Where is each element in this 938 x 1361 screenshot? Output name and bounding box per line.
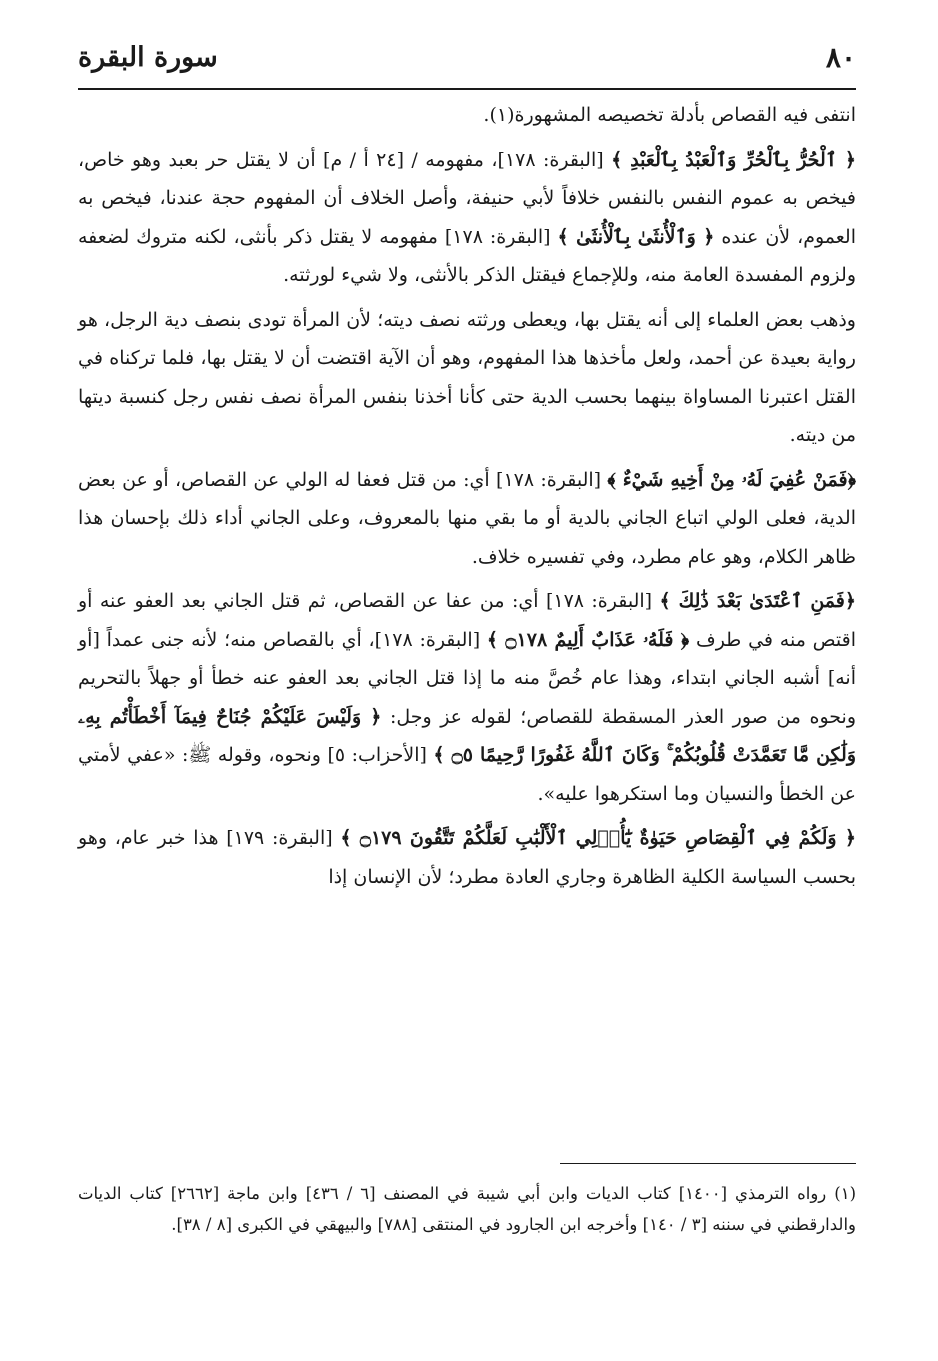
quran-verse: ﴿ وَلَيْسَ عَلَيْكُمْ جُنَاحٌ فِيمَآ أَخْطَأْتُم بِهِۦ وَلَٰكِن مَّا تَعَمَّدَتْ قُلُوبُكُمْ ۚ وَكَانَ ٱللَّهُ غَفُورًا رَّحِيمًا ۝٥ ﴾ [78, 705, 857, 766]
paragraph-6 [78, 819, 856, 896]
paragraph-text: [البقرة: ١٧٨] مفهومه لا يقتل ذكر بأنثى، لكنه متروك لضعفه ولزوم المفسدة العامة منه، وللإجماع فيقتل الذكر بالأنثى، ولا شيء لورثته. [78, 225, 856, 286]
paragraph-text: [الأحزاب: ٥] ونحوه، وقوله ﷺ: «عفي لأمتي عن الخطأ والنسيان وما استكرهوا عليه». [78, 744, 856, 805]
paragraph-text: [البقرة: ١٧٨] أي: من قتل فعفا له الولي عن القصاص، أو عن بعض الدية، فعلى الولي اتباع الجاني بالدية أو ما بقي منها بالمعروف، وعلى الجاني أداء ذلك بإحسان هذا ظاهر الكلام، وهو عام مطرد، وفي تفسيره خلاف. [78, 468, 856, 568]
header-divider [78, 88, 856, 90]
quran-verse: ﴿فَمَنِ ٱعْتَدَىٰ بَعْدَ ذَٰلِكَ ﴾ [659, 590, 856, 612]
paragraph-text: [البقرة: ١٧٨]، أي بالقصاص منه؛ لأنه جنى عمداً [أو أنه] أشبه الجاني ابتداء، وهذا عام خُصَّ منه ما إذا قتل الجاني بعد العفو عنه خطأ أو جهلاً بالتحريم ونحوه من صور العذر المسقطة للقصاص؛ لقوله عز وجل: [78, 628, 857, 728]
quran-verse: ﴿ فَلَهُۥ عَذَابٌ أَلِيمٌ ۝١٧٨ ﴾ [486, 628, 690, 651]
quran-verse: ﴿ وَلَكُمْ فِي ٱلْقِصَاصِ حَيَوٰةٌ يَٰٓأُو۟لِي ٱلْأَلْبَٰبِ لَعَلَّكُمْ تَتَّقُونَ ۝١٧٩ ﴾ [340, 827, 856, 849]
paragraph-text: [البقرة: ١٧٨]، مفهومه / [٢٤ أ / م] أن لا يقتل حر بعبد وهو خاص، فيخص به عموم النفس بالنفس خلافاً لأبي حنيفة، وأصل الخلاف أن المفهوم حجة عندنا، فيخص به العموم، لأن عنده [78, 148, 856, 248]
footnote: (١) رواه الترمذي [١٤٠٠] كتاب الديات وابن أبي شيبة في المصنف [٦ / ٤٣٦] وابن ماجة [٢٦٦٢] كتاب الديات والدارقطني في سننه [٣ / ١٤٠] وأخرجه ابن الجارود في المنتقى [٧٨٨] والبيهقي في الكبرى [٨ / ٣٨]. [78, 1184, 857, 1234]
quran-verse: ﴿ وَٱلْأُنثَىٰ بِٱلْأُنثَىٰ ﴾ [557, 225, 715, 248]
page-number: ٨٠ [825, 40, 856, 74]
paragraph-3 [78, 301, 856, 455]
paragraph-text: انتفى فيه القصاص بأدلة تخصيصه المشهورة(١). [483, 104, 856, 126]
quran-verse: ﴿فَمَنْ عُفِيَ لَهُۥ مِنْ أَخِيهِ شَيْءٌ ﴾ [607, 468, 857, 491]
page-header [78, 30, 856, 84]
paragraph-text: وذهب بعض العلماء إلى أنه يقتل بها، ويعطى ورثته نصف ديته؛ لأن المرأة تودى بنصف دية الرجل، هو رواية بعيدة عن أحمد، ولعل مأخذها هذا المفهوم، وهو أن الآية اقتضت أن لا يقتل بها، فلما تركناه في القتل اعتبرنا المساواة بينهما بحسب الدية حتى كأنا أخذنا بنفس المرأة نصف نفس رجل كنسبة ديتها من ديته. [78, 308, 856, 446]
footnote-divider [560, 1163, 856, 1164]
paragraph-1 [78, 96, 856, 135]
paragraph-2 [78, 141, 856, 295]
paragraph-text: [البقرة: ١٧٩] هذا خبر عام، وهو بحسب السياسة الكلية الظاهرة وجاري العادة مطرد؛ لأن الإنسان إذا [78, 827, 856, 888]
quran-verse: ﴿ ٱلْحُرُّ بِٱلْحُرِّ وَٱلْعَبْدُ بِٱلْعَبْدِ ﴾ [611, 148, 856, 171]
paragraph-4 [78, 461, 856, 577]
surah-title: سورة البقرة [78, 41, 218, 73]
paragraph-text: [البقرة: ١٧٨] أي: من عفا عن القصاص، ثم قتل الجاني بعد العفو عنه أو اقتص منه في طرف [78, 590, 857, 651]
paragraph-5 [78, 582, 856, 813]
main-text [78, 96, 856, 902]
